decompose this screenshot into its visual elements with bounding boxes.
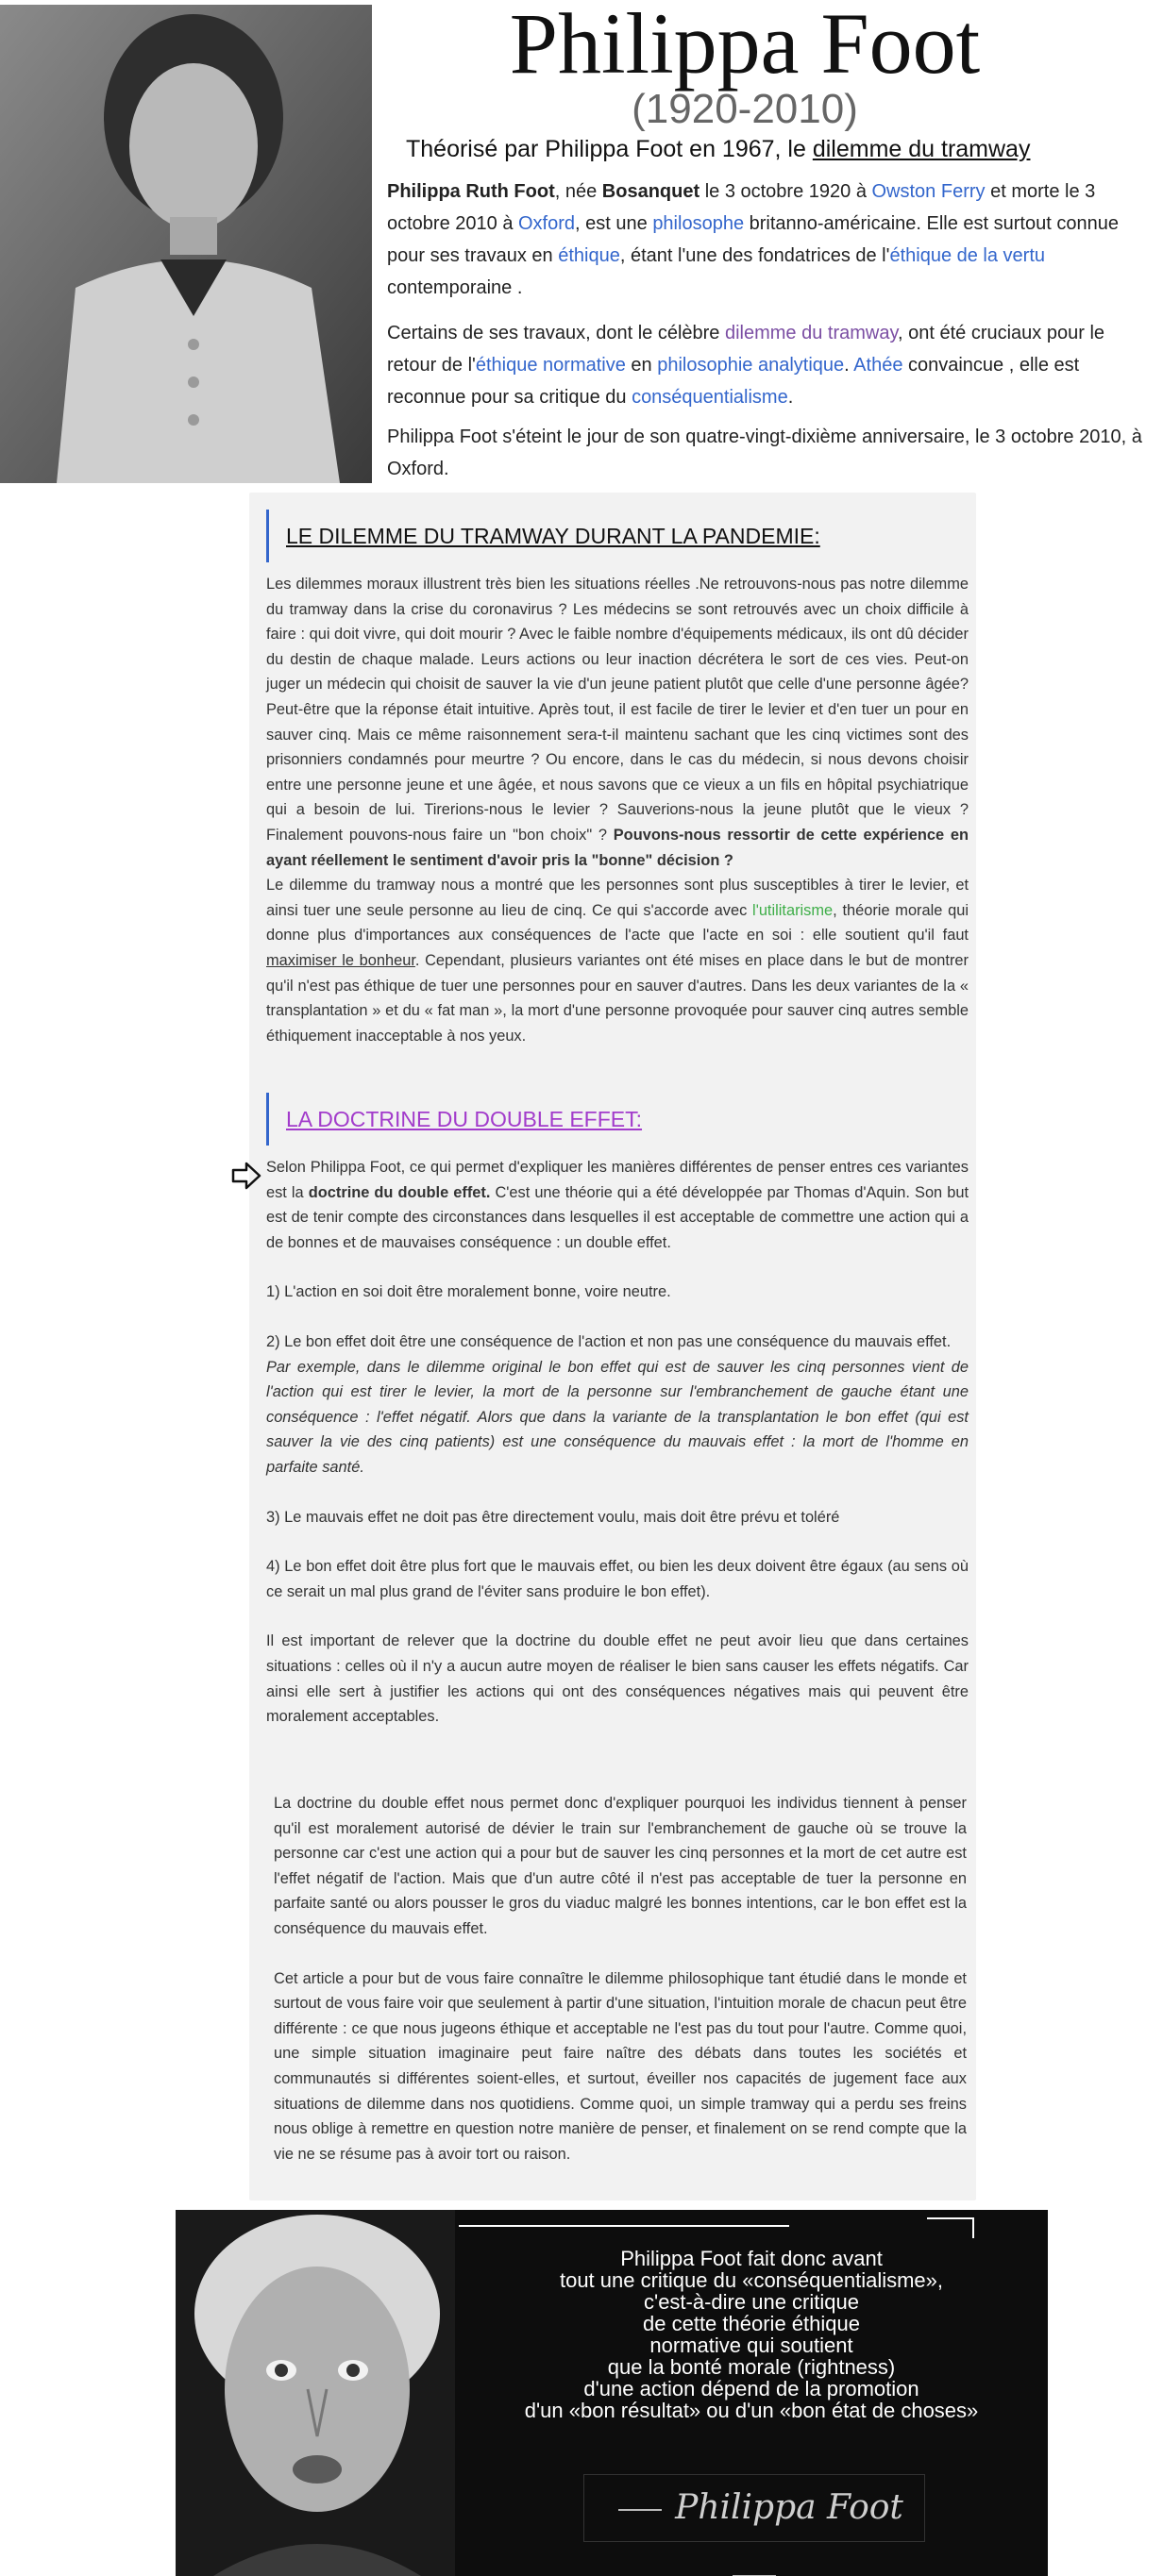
- quote-line: d'un «bon résultat» ou d'un «bon état de choses»: [524, 2399, 979, 2422]
- quote-line: Philippa Foot fait donc avant: [620, 2247, 883, 2270]
- bio-text: contemporaine .: [387, 277, 523, 298]
- doctrine-bold: doctrine du double effet.: [308, 1183, 491, 1201]
- utilitarisme-term: l'utilitarisme: [752, 901, 834, 919]
- signature-dash-left: [618, 2509, 662, 2511]
- bio-text: .: [844, 355, 854, 376]
- bio-text: convaincue , elle est reconnue pour sa critique du: [387, 355, 1080, 408]
- quote-line: d'une action dépend de la promotion: [583, 2377, 919, 2400]
- bio-paragraph-2: [387, 317, 1156, 413]
- bio-block: [387, 176, 1156, 498]
- portrait-young-photo: [0, 5, 372, 483]
- page-title: Philippa Foot: [509, 0, 981, 92]
- section1-text: , théorie morale qui donne plus d'importances aux conséquences de l'acte que l'acte en soi : elle soutient qu'il faut: [266, 901, 969, 945]
- frame-line-top-right: [927, 2217, 974, 2219]
- bio-text: , est une: [575, 213, 653, 234]
- rule-1: 1) L'action en soi doit être moralement bonne, voire neutre.: [266, 1283, 671, 1301]
- link-athee[interactable]: Athée: [853, 355, 903, 376]
- quote-text: [459, 2248, 1044, 2421]
- important-note: Il est important de relever que la doctrine du double effet ne peut avoir lieu que dans certaines situations : celles où il n'y a aucun autre moyen de réaliser le bien sans causer les effets négatifs. Car ainsi elle sert à justifier les actions qui ont des conséquences négatives mais qui peuvent être moralement acceptables.: [266, 1632, 969, 1726]
- section-heading-double-effet: LA DOCTRINE DU DOUBLE EFFET:: [266, 1093, 642, 1146]
- link-owston-ferry[interactable]: Owston Ferry: [871, 181, 986, 202]
- link-philosophie-analytique[interactable]: philosophie analytique: [657, 355, 845, 376]
- quote-line: c'est-à-dire une critique: [644, 2290, 859, 2314]
- section1-paragraph-1: [266, 572, 969, 873]
- signature-box: [583, 2474, 925, 2542]
- link-oxford[interactable]: Oxford: [518, 213, 576, 234]
- portrait-old-photo: [176, 2210, 455, 2576]
- link-ethique[interactable]: éthique: [558, 245, 620, 266]
- life-dates: (1920-2010): [632, 86, 858, 132]
- signature-text: Philippa Foot: [675, 2488, 903, 2527]
- quote-line: tout une critique du «conséquentialisme»,: [559, 2268, 944, 2292]
- section2-text: Selon Philippa Foot, ce qui permet d'expliquer les manières différentes de penser entres ces variantes est la: [266, 1159, 969, 1201]
- conclusion-paragraph-2: Cet article a pour but de vous faire connaître le dilemme philosophique tant étudié dans le monde et surtout de vous faire voir que seulement à partir d'une situation, l'intuition morale de chacun peut être différente : ce que nous jugeons éthique et acceptable ne l'est pas du tout pour l'autre. Comme quoi, une simple situation imaginaire peut faire naître des débats dans toutes les sociétés et communautés si différentes soient-elles, et surtout, éveiller nos capacités de jugement face aux situations de dilemme dans nos quotidiens. Comme quoi, un simple tramway qui a perdu ses freins nous oblige à remettre en question notre manière de penser, et finalement on se rend compte que la vie ne se résume pas à avoir tort ou raison.: [274, 1969, 967, 2163]
- section-heading-tramway-pandemie: LE DILEMME DU TRAMWAY DURANT LA PANDEMIE:: [266, 510, 820, 562]
- section1-paragraph-2: [266, 873, 969, 1048]
- bio-text: , ont été cruciaux pour le retour de l': [387, 323, 1105, 376]
- bio-text: le 3 octobre 1920 à: [699, 181, 872, 202]
- section2-text: C'est une théorie qui a été développée par Thomas d'Aquin. Son but est de tenir compte des circonstances dans lesquelles il est acceptable de commettre une action qui a de bonnes et de mauvaises conséquence : un double effet.: [266, 1183, 969, 1251]
- bio-text: Certains de ses travaux, dont le célèbre: [387, 323, 725, 343]
- full-name: Philippa Ruth Foot: [387, 181, 555, 202]
- bio-text: , étant l'une des fondatrices de l': [619, 245, 890, 266]
- quote-line: normative qui soutient: [649, 2333, 853, 2357]
- bio-text: , née: [554, 181, 602, 202]
- rule-2: 2) Le bon effet doit être une conséquence de l'action et non pas une conséquence du mauvais effet.: [266, 1332, 952, 1350]
- rule-4: 4) Le bon effet doit être plus fort que le mauvais effet, ou bien les deux doivent être égaux (au sens où ce serait un mal plus grand de l'éviter sans produire le bon effet).: [266, 1558, 969, 1600]
- theorise-text: Théorisé par Philippa Foot en 1967, le: [406, 136, 813, 162]
- conclusion-paragraph-1: La doctrine du double effet nous permet donc d'expliquer pourquoi les individus tiennent à penser qu'il est moralement autorisé de dévier le train sur l'embranchement de gauche où se trouve la personne car c'est une action qui a pour but de sauver les cinq personnes et la mort de cet autre est l'effet négatif de l'action. Mais que d'un autre côté il n'est pas acceptable de tuer la personne en parfaite santé ou alors pousser le gros du viaduc malgré les bonnes intentions, car le bon effet est la conséquence du mauvais effet.: [274, 1795, 967, 1937]
- outline-right-arrow-icon: [230, 1160, 262, 1192]
- link-ethique-normative[interactable]: éthique normative: [475, 355, 626, 376]
- section1-body: [266, 572, 969, 1048]
- quote-line: que la bonté morale (rightness): [607, 2355, 896, 2379]
- portrait-old-illustration: [176, 2210, 455, 2576]
- rule-2-example: Par exemple, dans le dilemme original le bon effet qui est de sauver les cinq personnes vient de l'action qui est tirer le levier, la mort de la personne sur l'embranchement de gauche étant une conséquence : l'effet négatif. Alors que dans la variante de la transplantation le bon effet (qui est sauver la vie des cinq patients) est une conséquence du mauvais effet : la mort de l'homme en parfaite santé.: [266, 1358, 969, 1476]
- bio-text: et morte le 3 octobre 2010 à: [387, 181, 1096, 234]
- section1-text: Les dilemmes moraux illustrent très bien les situations réelles .Ne retrouvons-nous pas notre dilemme du tramway dans la crise du coronavirus ? Les médecins se sont retrouvés avec un choix difficile à faire : qui doit vivre, qui doit mourir ? Avec le faible nombre d'équipements médicaux, ils ont dû décider du destin de chaque malade. Leurs actions ou leur inaction décrétera le sort de ces vies. Peut-on juger un médecin qui choisit de sauver la vie d'un jeune patient plutôt que celle d'une personne âgée? Peut-être que la réponse était intuitive. Après tout, il est facile de tirer le levier et d'en tuer un pour en sauver cinq. Mais ce même raisonnement sera-t-il maintenu sachant que les cinq victimes sont des prisonniers condamnés pour meurtre ? Ou encore, dans le cas du médecin, si nous devons choisir entre une personne jeune et une âgée, et nous savons que ce vieux a un fils en hôpital psychiatrique qui a besoin de lui. Tirerions-nous le levier ? Sauverions-nous la jeune plutôt que le vieux ? Finalement pouvons-nous faire un "bon choix" ?: [266, 576, 969, 844]
- maximiser-bonheur-term: maximiser le bonheur: [266, 951, 415, 969]
- bio-paragraph-1: [387, 176, 1156, 304]
- frame-line-right: [972, 2217, 974, 2238]
- bio-text: britanno-américaine. Elle est surtout connue pour ses travaux en: [387, 213, 1119, 266]
- quote-line: de cette théorie éthique: [643, 2312, 860, 2335]
- link-consequentialisme[interactable]: conséquentialisme: [632, 387, 788, 408]
- rule-3: 3) Le mauvais effet ne doit pas être directement voulu, mais doit être prévu et toléré: [266, 1508, 840, 1526]
- theorise-line: [406, 132, 1142, 166]
- section2-intro: [266, 1155, 969, 1255]
- bio-text: .: [787, 387, 794, 408]
- maiden-name: Bosanquet: [601, 181, 700, 202]
- link-ethique-vertu[interactable]: éthique de la vertu: [889, 245, 1046, 266]
- section2-body: [266, 1155, 969, 1730]
- section1-text: Le dilemme du tramway nous a montré que les personnes sont plus susceptibles à tirer le levier, et ainsi tuer une seule personne au lieu de cinq. Ce qui s'accorde avec: [266, 877, 969, 919]
- quote-banner: [176, 2210, 1048, 2576]
- frame-line-top-left: [459, 2225, 789, 2227]
- section1-text: . Cependant, plusieurs variantes ont été mises en place dans le but de montrer qu'il n'est pas éthique de tuer une personnes pour en sauver d'autres. Dans les deux variantes de la « transplantation » et du « fat man », la mort d'une personne provoquée pour sauver cinq autres semble éthiquement inacceptable à nos yeux.: [266, 951, 969, 1045]
- bio-paragraph-3: Philippa Foot s'éteint le jour de son quatre-vingt-dixième anniversaire, le 3 octobre 2010, à Oxford.: [387, 427, 1142, 479]
- portrait-young-illustration: [0, 5, 372, 483]
- section1-bold-question: Pouvons-nous ressortir de cette expérience en ayant réellement le sentiment d'avoir pris la "bonne" décision ?: [266, 826, 969, 869]
- theorise-link[interactable]: dilemme du tramway: [812, 136, 1031, 162]
- bio-text: en: [625, 355, 658, 376]
- link-philosophe[interactable]: philosophe: [652, 213, 745, 234]
- conclusion-body: [274, 1791, 967, 2166]
- link-dilemme-tramway[interactable]: dilemme du tramway: [724, 323, 898, 343]
